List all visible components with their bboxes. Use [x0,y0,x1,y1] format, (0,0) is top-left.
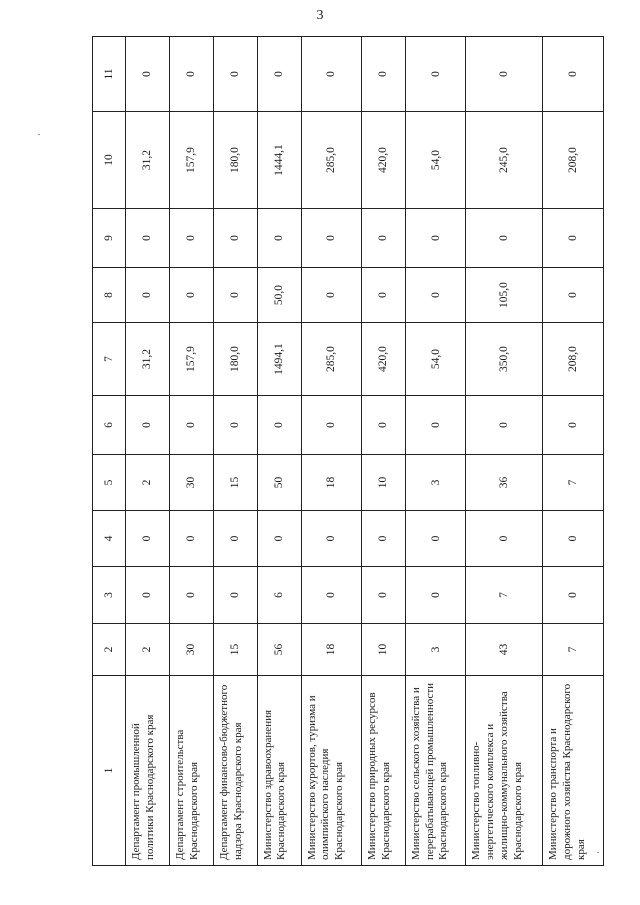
value-cell: 0 [257,511,301,567]
value-cell: 3 [405,624,465,676]
value-cell: 180,0 [213,323,257,396]
header-row [93,37,126,866]
scan-speck [597,852,599,853]
department-name-cell: Департамент строительства Краснодарского края [169,676,213,866]
value-cell: 7 [466,567,543,624]
value-cell: 0 [466,37,543,112]
value-cell: 0 [169,511,213,567]
value-cell: 0 [126,209,170,268]
department-name-cell: Министерство топливно-энергетического комплекса и жилищно-коммунального хозяйства Краснодарского края [466,676,543,866]
table-row [405,37,465,866]
column-header: 5 [93,455,126,511]
value-cell: 1444,1 [257,112,301,209]
value-cell: 0 [405,511,465,567]
value-cell: 0 [543,268,604,323]
column-header: 8 [93,268,126,323]
department-name-cell: Департамент промышленной политики Краснодарского края [126,676,170,866]
value-cell: 18 [301,624,361,676]
department-name-cell: Министерство транспорта и дорожного хозяйства Краснодарского края [543,676,604,866]
table-container [92,37,604,866]
value-cell: 0 [466,511,543,567]
value-cell: 105,0 [466,268,543,323]
value-cell: 0 [301,268,361,323]
value-cell: 0 [301,209,361,268]
table-row [126,37,170,866]
value-cell: 0 [301,37,361,112]
value-cell: 0 [213,37,257,112]
column-header: 3 [93,567,126,624]
table-row [301,37,361,866]
value-cell: 350,0 [466,323,543,396]
value-cell: 0 [362,268,406,323]
value-cell: 2 [126,624,170,676]
value-cell: 0 [362,511,406,567]
value-cell: 0 [126,396,170,455]
value-cell: 208,0 [543,112,604,209]
value-cell: 43 [466,624,543,676]
column-header: 10 [93,112,126,209]
value-cell: 36 [466,455,543,511]
value-cell: 50,0 [257,268,301,323]
value-cell: 31,2 [126,112,170,209]
value-cell: 420,0 [362,112,406,209]
value-cell: 0 [126,511,170,567]
department-name-cell: Министерство природных ресурсов Краснодарского края [362,676,406,866]
value-cell: 0 [257,37,301,112]
table-row [169,37,213,866]
value-cell: 0 [405,268,465,323]
column-header: 9 [93,209,126,268]
value-cell: 157,9 [169,112,213,209]
page-number: 3 [316,8,324,23]
value-cell: 157,9 [169,323,213,396]
value-cell: 7 [543,624,604,676]
value-cell: 245,0 [466,112,543,209]
value-cell: 10 [362,624,406,676]
department-name-cell: Департамент финансово-бюджетного надзора Краснодарского края [213,676,257,866]
value-cell: 0 [362,209,406,268]
value-cell: 0 [362,37,406,112]
value-cell: 10 [362,455,406,511]
value-cell: 15 [213,455,257,511]
value-cell: 6 [257,567,301,624]
value-cell: 0 [169,209,213,268]
department-name-cell: Министерство курортов, туризма и олимпийского наследия Краснодарского края [301,676,361,866]
value-cell: 0 [543,37,604,112]
value-cell: 180,0 [213,112,257,209]
value-cell: 0 [169,268,213,323]
value-cell: 0 [543,209,604,268]
value-cell: 0 [169,396,213,455]
value-cell: 56 [257,624,301,676]
value-cell: 0 [301,511,361,567]
column-header: 11 [93,37,126,112]
value-cell: 0 [466,396,543,455]
table-row [362,37,406,866]
value-cell: 7 [543,455,604,511]
table-row [257,37,301,866]
value-cell: 3 [405,455,465,511]
data-table [92,36,604,866]
value-cell: 0 [126,37,170,112]
value-cell: 0 [466,209,543,268]
value-cell: 208,0 [543,323,604,396]
value-cell: 0 [543,511,604,567]
value-cell: 0 [362,567,406,624]
table-row [466,37,543,866]
column-header: 6 [93,396,126,455]
value-cell: 31,2 [126,323,170,396]
column-header: 4 [93,511,126,567]
table-row [543,37,604,866]
value-cell: 0 [405,396,465,455]
department-name-cell: Министерство здравоохранения Краснодарского края [257,676,301,866]
value-cell: 0 [405,209,465,268]
value-cell: 0 [213,268,257,323]
value-cell: 0 [213,567,257,624]
table-row [213,37,257,866]
value-cell: 0 [213,511,257,567]
value-cell: 0 [213,396,257,455]
value-cell: 30 [169,624,213,676]
value-cell: 0 [169,37,213,112]
value-cell: 54,0 [405,112,465,209]
column-header: 2 [93,624,126,676]
value-cell: 0 [543,567,604,624]
value-cell: 30 [169,455,213,511]
value-cell: 0 [126,567,170,624]
value-cell: 0 [257,209,301,268]
value-cell: 0 [362,396,406,455]
value-cell: 0 [543,396,604,455]
value-cell: 0 [126,268,170,323]
value-cell: 0 [213,209,257,268]
value-cell: 1494,1 [257,323,301,396]
column-header: 7 [93,323,126,396]
value-cell: 420,0 [362,323,406,396]
value-cell: 54,0 [405,323,465,396]
value-cell: 285,0 [301,323,361,396]
column-header: 1 [93,676,126,866]
value-cell: 0 [405,37,465,112]
value-cell: 0 [301,396,361,455]
value-cell: 15 [213,624,257,676]
value-cell: 285,0 [301,112,361,209]
value-cell: 0 [405,567,465,624]
value-cell: 18 [301,455,361,511]
value-cell: 50 [257,455,301,511]
value-cell: 0 [301,567,361,624]
value-cell: 0 [257,396,301,455]
value-cell: 0 [169,567,213,624]
department-name-cell: Министерство сельского хозяйства и перерабатывающей промышленности Краснодарского края [405,676,465,866]
scan-speck [38,134,40,135]
value-cell: 2 [126,455,170,511]
